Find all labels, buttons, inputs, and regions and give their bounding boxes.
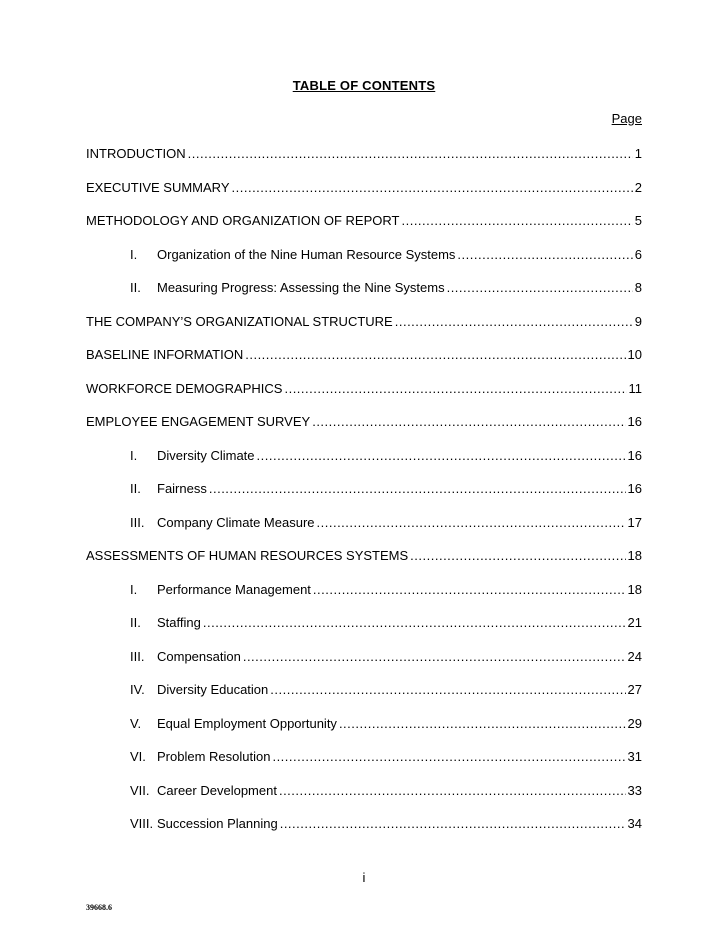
toc-entry (130, 246, 642, 264)
toc-entry-page: 5 (634, 213, 642, 228)
toc-title: TABLE OF CONTENTS (292, 78, 436, 93)
toc-leader-dots (312, 413, 625, 431)
toc-entry-text: Staffing (157, 615, 201, 630)
toc-entry-page: 34 (627, 816, 642, 831)
toc-entry (130, 514, 642, 532)
toc-leader-dots (209, 480, 626, 498)
toc-entry (130, 782, 642, 800)
toc-entry (86, 313, 642, 331)
toc-entry-page: 16 (627, 481, 642, 496)
toc-entry-number: III. (130, 649, 145, 664)
toc-entry-text: METHODOLOGY AND ORGANIZATION OF REPORT (86, 213, 400, 228)
toc-entry (130, 279, 642, 297)
toc-entry-page: 21 (627, 615, 642, 630)
document-id: 39668.6 (86, 903, 112, 912)
toc-entry (86, 212, 642, 230)
toc-leader-dots (401, 212, 632, 230)
toc-entry-text: Compensation (157, 649, 241, 664)
toc-entry-number: I. (130, 582, 138, 597)
toc-leader-dots (203, 614, 626, 632)
toc-entry-page: 27 (627, 682, 642, 697)
toc-entry (130, 648, 642, 666)
toc-entry-text: Diversity Climate (157, 448, 255, 463)
toc-leader-dots (188, 145, 633, 163)
toc-entry-number: III. (130, 515, 145, 530)
toc-entry-text: ASSESSMENTS OF HUMAN RESOURCES SYSTEMS (86, 548, 409, 563)
toc-entry (130, 815, 642, 833)
toc-entry-number: VIII. (130, 816, 154, 831)
toc-entry-number: II. (130, 280, 141, 295)
toc-entry-text: Fairness (157, 481, 207, 496)
toc-entry-page: 33 (627, 783, 642, 798)
toc-entry (86, 413, 642, 431)
toc-entry (86, 179, 642, 197)
toc-entry (86, 547, 642, 565)
toc-entry-text: Performance Management (157, 582, 311, 597)
toc-leader-dots (243, 648, 626, 666)
toc-leader-dots (279, 782, 626, 800)
toc-entry-number: I. (130, 448, 138, 463)
toc-entry-text: BASELINE INFORMATION (86, 347, 244, 362)
toc-leader-dots (272, 748, 625, 766)
toc-entry (86, 346, 642, 364)
toc-entry-text: Equal Employment Opportunity (157, 716, 337, 731)
toc-leader-dots (339, 715, 626, 733)
toc-entry-number: II. (130, 615, 141, 630)
toc-entry-text: Problem Resolution (157, 749, 271, 764)
toc-entry-page: 18 (627, 582, 642, 597)
toc-entry (130, 715, 642, 733)
toc-entry-text: Succession Planning (157, 816, 278, 831)
toc-leader-dots (395, 313, 633, 331)
toc-entry (130, 614, 642, 632)
toc-entry-page: 9 (634, 314, 642, 329)
toc-entry-text: Organization of the Nine Human Resource Systems (157, 247, 456, 262)
toc-entry-page: 17 (627, 515, 642, 530)
toc-leader-dots (257, 447, 626, 465)
toc-entry-number: VI. (130, 749, 146, 764)
toc-entry-text: EMPLOYEE ENGAGEMENT SURVEY (86, 414, 311, 429)
toc-leader-dots (245, 346, 625, 364)
page-column-header: Page (611, 111, 642, 126)
toc-entry (130, 748, 642, 766)
toc-leader-dots (410, 547, 625, 565)
toc-entry-page: 31 (627, 749, 642, 764)
toc-entry-text: EXECUTIVE SUMMARY (86, 180, 230, 195)
toc-leader-dots (284, 380, 626, 398)
toc-entry-text: Measuring Progress: Assessing the Nine Systems (157, 280, 445, 295)
toc-leader-dots (447, 279, 633, 297)
toc-entry-text: THE COMPANY’S ORGANIZATIONAL STRUCTURE (86, 314, 393, 329)
toc-entry-number: I. (130, 247, 138, 262)
toc-entry (130, 581, 642, 599)
toc-entry-page: 2 (634, 180, 642, 195)
toc-entry-page: 29 (627, 716, 642, 731)
toc-entry-page: 16 (627, 448, 642, 463)
toc-entry (130, 681, 642, 699)
toc-leader-dots (280, 815, 626, 833)
toc-entry-text: WORKFORCE DEMOGRAPHICS (86, 381, 283, 396)
toc-entry-number: V. (130, 716, 142, 731)
toc-entry (86, 380, 642, 398)
page-number: i (362, 870, 366, 885)
toc-entry-page: 8 (634, 280, 642, 295)
toc-entry (130, 447, 642, 465)
toc-leader-dots (232, 179, 633, 197)
toc-entry-page: 10 (627, 347, 642, 362)
toc-entry-text: INTRODUCTION (86, 146, 186, 161)
toc-entry-page: 18 (627, 548, 642, 563)
toc-leader-dots (457, 246, 632, 264)
toc-entry-text: Company Climate Measure (157, 515, 315, 530)
toc-entry-number: IV. (130, 682, 145, 697)
toc-entry-number: VII. (130, 783, 150, 798)
toc-entry-page: 16 (627, 414, 642, 429)
toc-leader-dots (313, 581, 626, 599)
toc-entry-page: 6 (634, 247, 642, 262)
toc-entry-text: Diversity Education (157, 682, 269, 697)
toc-entry (86, 145, 642, 163)
toc-entry (130, 480, 642, 498)
toc-leader-dots (270, 681, 625, 699)
toc-leader-dots (317, 514, 626, 532)
toc-entry-page: 24 (627, 649, 642, 664)
toc-entry-text: Career Development (157, 783, 277, 798)
toc-entry-page: 1 (634, 146, 642, 161)
toc-entry-number: II. (130, 481, 141, 496)
toc-entry-page: 11 (628, 381, 642, 396)
